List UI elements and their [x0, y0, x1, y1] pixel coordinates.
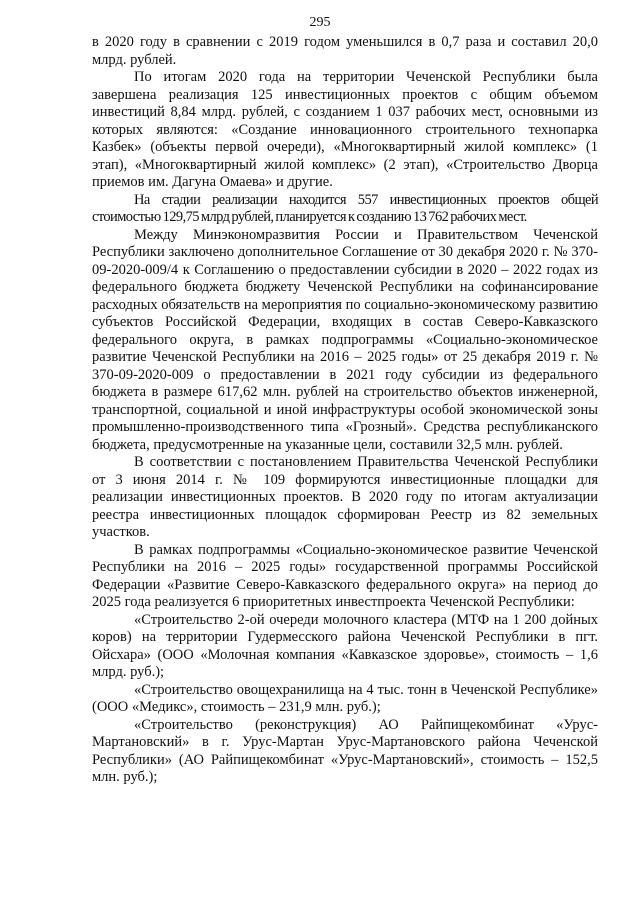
- list-item-food-plant: «Строительство (реконструкция) АО Райпищекомбинат «Урус-Мартановский» в г. Урус-Мартан Урус-Мартановского района Чеченской Республики» (АО Райпищекомбинат «Урус-Мартановский», стоимость – 152,5 млн. руб.);: [92, 716, 598, 785]
- page-number: 295: [309, 15, 331, 30]
- paragraph-projects-in-progress: На стадии реализации находится 557 инвестиционных проектов общей стоимостью 129,75 млрд рублей, планируется к созданию 13 762 рабочих мест.: [92, 191, 598, 225]
- list-item-dairy-cluster: «Строительство 2-ой очереди молочного кластера (МТФ на 1 200 дойных коров) на территории Гудермесского района Чеченской Республики в пгт. Ойсхара» (ООО «Молочная компания «Кавказское здоровье», стоимость – 1,6 млрд. руб.);: [92, 611, 598, 680]
- paragraph-completed-projects: По итогам 2020 года на территории Чеченской Республики была завершена реализация 125 инвестиционных проектов с общим объемом инвестиций 8,84 млрд. рублей, с созданием 1 037 рабочих мест, основными из которых являются: «Создание инновационного строительного технопарка Казбек» (объекты первой очереди), «Многоквартирный жилой комплекс» (1 этап), «Многоквартирный жилой комплекс» (2 этап), «Строительство Дворца приемов им. Дагуна Омаева» и другие.: [92, 69, 598, 190]
- paragraph-revenue-decrease: в 2020 году в сравнении с 2019 годом уменьшился в 0,7 раза и составил 20,0 млрд. рублей.: [92, 34, 598, 68]
- document-body: [92, 34, 598, 787]
- paragraph-priority-projects-intro: В рамках подпрограммы «Социально-экономическое развитие Чеченской Республики на 2016 – 2025 годы» государственной программы Российской Федерации «Развитие Северо-Кавказского федерального округа» на период до 2025 года реализуется 6 приоритетных инвестпроекта Чеченской Республики:: [92, 541, 598, 610]
- paragraph-subsidy-agreement: Между Минэкономразвития России и Правительством Чеченской Республики заключено дополнительное Соглашение от 30 декабря 2020 г. № 370-09-2020-009/4 к Соглашению о предоставлении субсидии в 2020 – 2022 годах из федерального бюджета бюджету Чеченской Республики на софинансирование расходных обязательств на мероприятия по социально-экономическому развитию субъектов Российской Федерации, входящих в состав Северо-Кавказского федерального округа, в рамках подпрограммы «Социально-экономическое развитие Чеченской Республики на 2016 – 2025 годы» от 25 декабря 2019 г. № 370-09-2020-009 о предоставлении в 2021 году субсидии из федерального бюджета в размере 617,62 млн. рублей на строительство объектов инженерной, транспортной, социальной и иной инфраструктуры особой экономической зоны промышленно-производственного типа «Грозный». Средства республиканского бюджета, предусмотренные на указанные цели, составили 32,5 млн. рублей.: [92, 226, 598, 453]
- paragraph-investment-sites: В соответствии с постановлением Правительства Чеченской Республики от 3 июня 2014 г. № 109 формируются инвестиционные площадки для реализации инвестиционных проектов. В 2020 году по итогам актуализации реестра инвестиционных площадок сформирован Реестр из 82 земельных участков.: [92, 454, 598, 540]
- list-item-vegetable-storage: «Строительство овощехранилища на 4 тыс. тонн в Чеченской Республике» (ООО «Медикс», стоимость – 231,9 млн. руб.);: [92, 681, 598, 715]
